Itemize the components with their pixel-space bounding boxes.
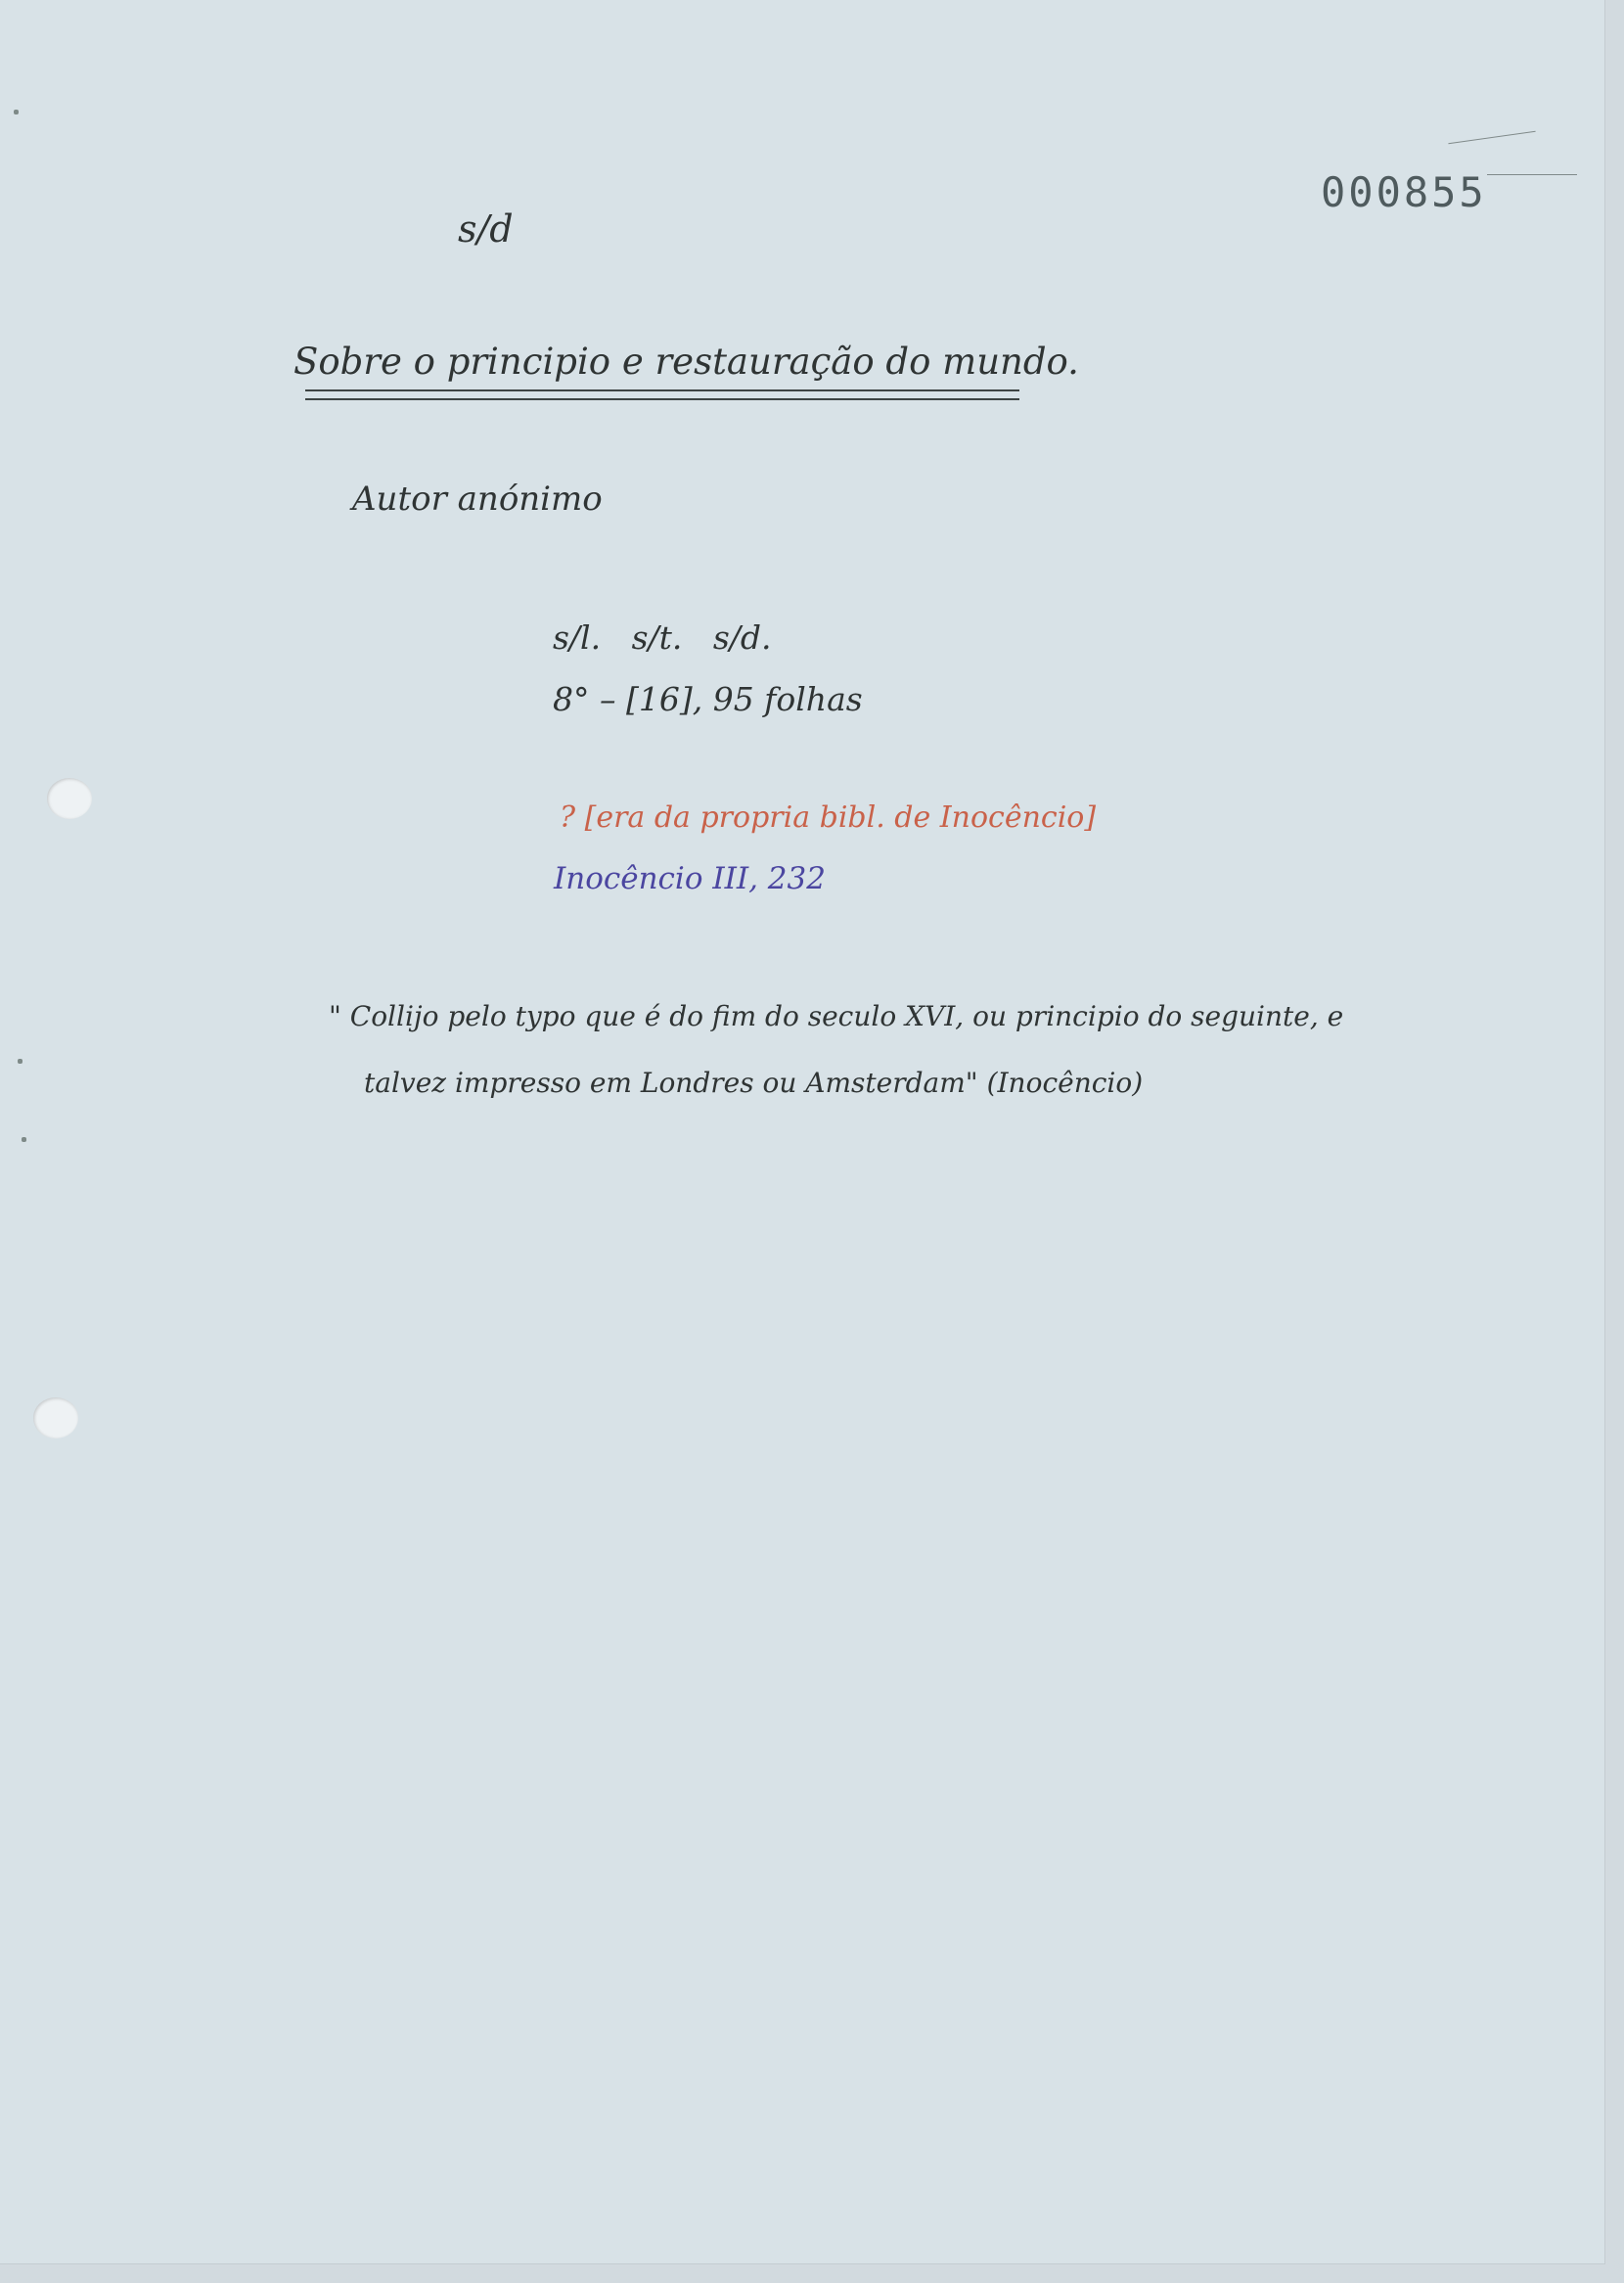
author-line: Autor anónimo (352, 479, 603, 519)
provenance-note: ? [era da propria bibl. de Inocêncio] (560, 800, 1097, 835)
document-title: Sobre o principio e restauração do mundo. (293, 341, 1079, 383)
date-mark: s/d (458, 207, 514, 251)
imprint-line: s/l. s/t. s/d. (553, 618, 772, 657)
quote-line: " Collijo pelo typo que é do fim do seculo XVI, ou principio do seguinte, e (329, 1000, 1344, 1032)
reference-note: Inocêncio III, 232 (554, 861, 826, 896)
punch-hole-upper (47, 778, 92, 819)
paper-speck (18, 1059, 23, 1064)
stamp-number: 000855 (1321, 168, 1487, 216)
title-underline (305, 398, 1019, 400)
pencil-mark (1487, 174, 1577, 175)
pencil-mark (1448, 131, 1535, 145)
quote-line: talvez impresso em Londres ou Amsterdam" (Inocêncio) (364, 1067, 1144, 1099)
collation-line: 8° – [16], 95 folhas (553, 680, 863, 718)
punch-hole-lower (33, 1397, 78, 1438)
paper-speck (22, 1137, 26, 1142)
title-underline (305, 389, 1019, 391)
paper-speck (14, 110, 19, 114)
